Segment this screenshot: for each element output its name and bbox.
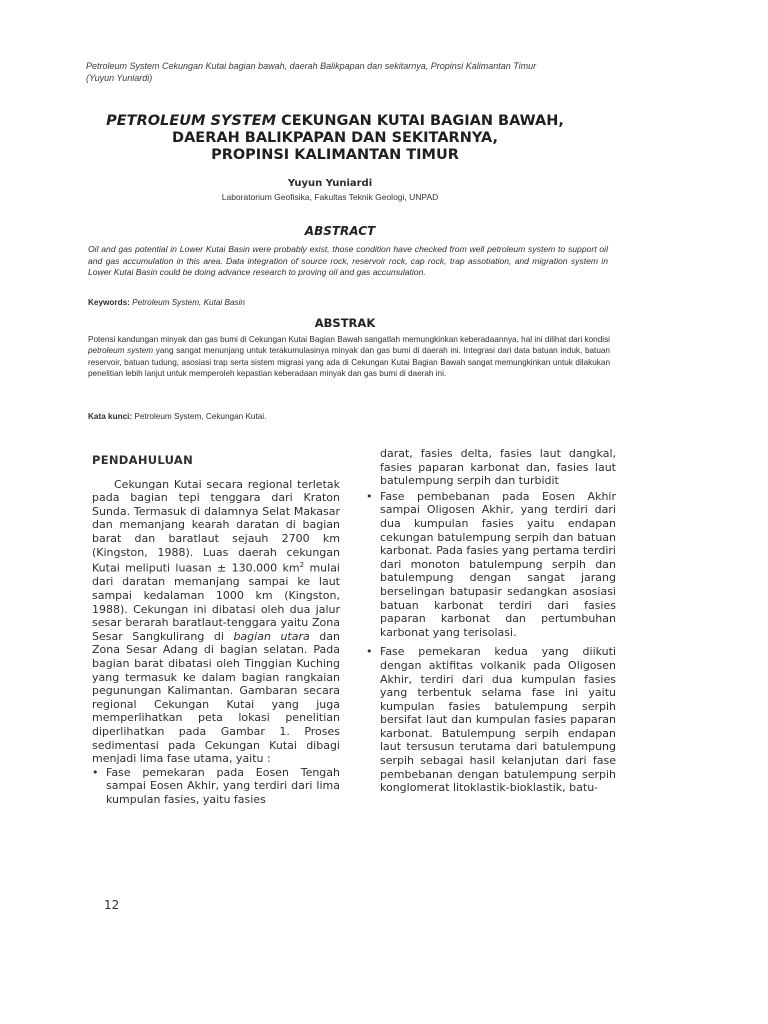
right-column	[366, 447, 616, 795]
pendahuluan-paragraph	[92, 478, 340, 766]
kata-kunci-value: Petroleum System, Cekungan Kutai.	[132, 412, 267, 421]
kata-kunci-label: Kata kunci:	[88, 412, 133, 421]
paragraph-italic: bagian utara	[233, 629, 310, 643]
bullet1-continuation: darat, fasies delta, fasies laut dangkal, fasies paparan karbonat dan, fasies laut batulempung serpih dan turbidit	[380, 447, 616, 488]
author-name: Yuyun Yuniardi	[287, 178, 373, 189]
keywords-value: Petroleum System, Kutai Basin	[129, 298, 245, 307]
bullet-dot-icon: •	[366, 489, 373, 503]
pendahuluan-heading: PENDAHULUAN	[92, 453, 194, 467]
running-head	[86, 60, 586, 84]
title-italic-part: PETROLEUM SYSTEM	[106, 113, 277, 129]
title-line3: PROPINSI KALIMANTAN TIMUR	[211, 147, 459, 163]
abstract-body: Oil and gas potential in Lower Kutai Basin were probably exist, those condition have checked from well petroleum system to support oil and gas accumulation in this area. Data integration of source rock, reservoir rock, cap rock, trap assotiation, and migration system in Lower Kutai Basin could be doing advance research to proving oil and gas accumulation.	[88, 244, 608, 277]
abstrak-heading: ABSTRAK	[314, 316, 376, 330]
abstrak-body-part1: Potensi kandungan minyak dan gas bumi di Cekungan Kutai Bagian Bawah sangatlah memungkinkan keberadaannya, hal ini dilihat dari kondisi	[88, 335, 610, 344]
running-head-line1: Petroleum System Cekungan Kutai bagian bawah, daerah Balikpapan dan sekitarnya, Propinsi Kalimantan Timur	[86, 61, 537, 71]
abstrak-body-italic: petroleum system	[88, 346, 154, 356]
page-number: 12	[104, 898, 120, 912]
abstrak-body-part2: yang sangat menunjang untuk terakumulasinya minyak dan gas bumi di daerah ini. Integrasi dari data batuan induk, batuan reservoir, batuan tudung, asosiasi trap serta sistem migrasi yang ada di Cekungan Kutai Bagian Bawah sangat memungkinkan untuk dilakukan penelitian lebih lanjut untuk memperoleh kepastian keberadaan minyak dan gas bumi di daerah ini.	[88, 346, 610, 378]
bullet-dot-icon: •	[92, 765, 99, 779]
paragraph-part-c: dan Zona Sesar Adang di bagian selatan. Pada bagian barat dibatasi oleh Tinggian Kuching yang termasuk ke dalam bagian rangkaian pegunungan Kalimantan. Gambaran secara regional Cekungan Kutai yang juga memperlihatkan peta lokasi penelitian diperlihatkan pada Gambar 1. Proses sedimentasi pada Cekungan Kutai dibagi menjadi lima fase utama, yaitu :	[92, 629, 340, 766]
running-head-line2: (Yuyun Yuniardi)	[86, 73, 153, 83]
author-affiliation: Laboratorium Geofisika, Fakultas Teknik Geologi, UNPAD	[221, 192, 439, 202]
bullet1-text: Fase pemekaran pada Eosen Tengah sampai Eosen Akhir, yang terdiri dari lima kumpulan fasies, yaitu fasies	[106, 765, 340, 806]
bullet3-text: Fase pemekaran kedua yang diikuti dengan aktifitas volkanik pada Oligosen Akhir, terdiri dari dua kumpulan fasies yang terbentuk selama fase ini yaitu kumpulan fasies batulempung serpih bersifat laut dan kumpulan fasies paparan karbonat. Batulempung serpih endapan laut tersusun terutama dari batulempung serpih sebagai hasil kelanjutan dari fase pembebanan dengan batulempung serpih konglomerat litoklastik-bioklastik, batu-	[380, 645, 616, 795]
bullet2-text: Fase pembebanan pada Eosen Akhir sampai Oligosen Akhir, yang terdiri dari dua kumpulan fasies yaitu endapan cekungan batulempung serpih dan batuan karbonat. Pada fasies yang pertama terdiri dari monoton batulempung serpih dan batulempung dengan sangat jarang berselingan batupasir sedangkan asosiasi batuan karbonat terdiri dari fasies paparan karbonat dan pertumbuhan karbonat yang terisolasi.	[380, 489, 616, 639]
left-column	[92, 454, 340, 807]
keywords-line	[88, 298, 608, 307]
title-line1-rest: CEKUNGAN KUTAI BAGIAN BAWAH,	[276, 113, 564, 129]
abstract-heading: ABSTRACT	[304, 224, 376, 238]
paragraph-part-b: mulai dari daratan memanjang sampai ke laut sampai kedalaman 1000 km (Kingston, 1988). Cekungan ini dibatasi oleh dua jalur sesar berarah baratlaut-tenggara yaitu Zona Sesar Sangkulirang di	[92, 561, 340, 643]
list-item-bullet3	[366, 645, 616, 795]
paper-title	[100, 113, 570, 164]
kata-kunci-line	[88, 412, 608, 421]
bullet-dot-icon: •	[366, 645, 373, 659]
paragraph-part-a: Cekungan Kutai secara regional terletak pada bagian tepi tenggara dari Kraton Sunda. Termasuk di dalamnya Selat Makasar dan memanjang kearah daratan di bagian barat dan baratlaut sejauh 2700 km (Kingston, 1988). Luas daerah cekungan Kutai meliputi luasan ± 130.000 km	[92, 477, 340, 575]
superscript-2: 2	[299, 561, 305, 570]
list-item-bullet1	[92, 766, 340, 807]
abstrak-body	[88, 334, 610, 379]
list-item-bullet2	[366, 490, 616, 640]
title-line2: DAERAH BALIKPAPAN DAN SEKITARNYA,	[172, 130, 498, 146]
keywords-label: Keywords:	[88, 298, 130, 307]
